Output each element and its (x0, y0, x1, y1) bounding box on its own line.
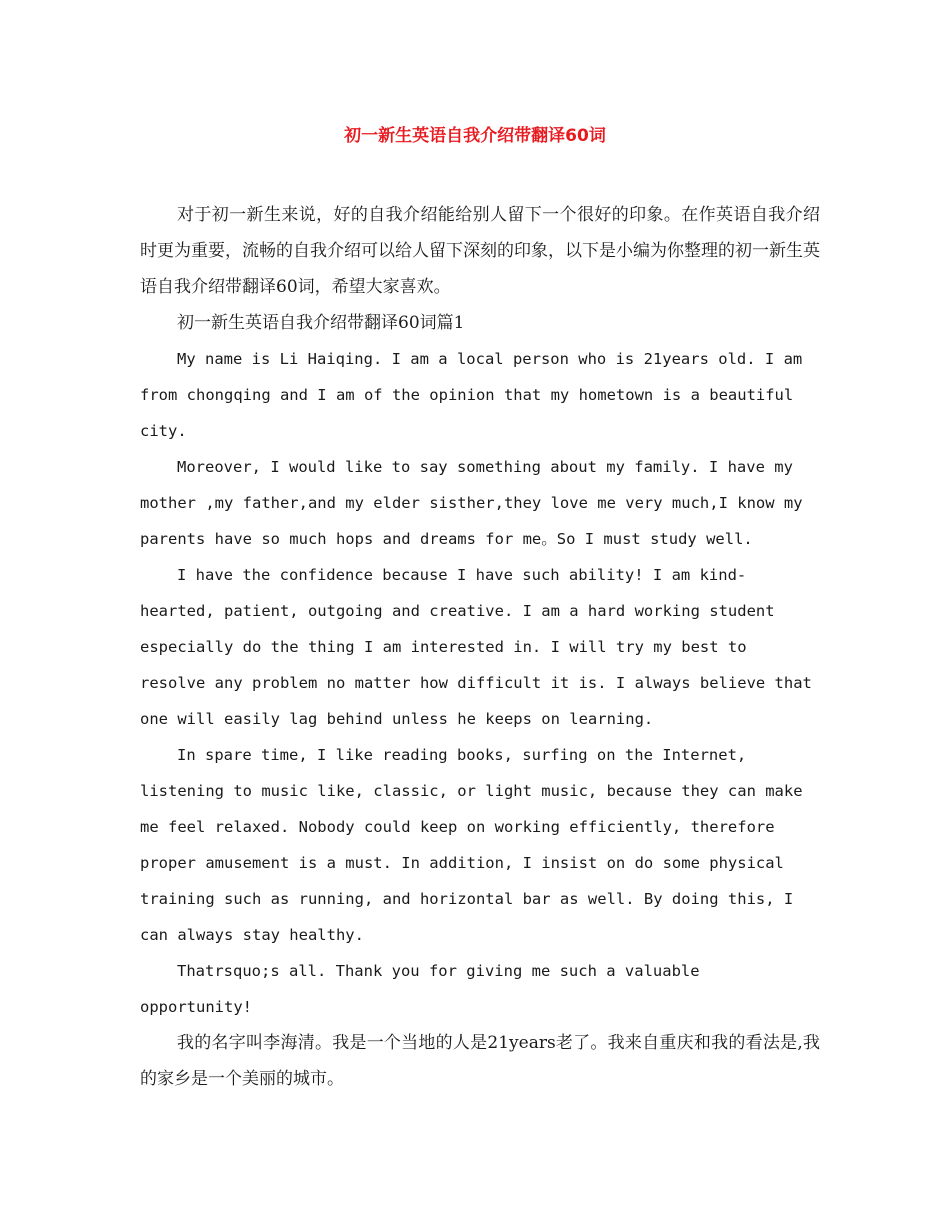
intro-paragraph: 对于初一新生来说，好的自我介绍能给别人留下一个很好的印象。在作英语自我介绍时更为重要，流畅的自我介绍可以给人留下深刻的印象，以下是小编为你整理的初一新生英语自我介绍带翻译60词，希望大家喜欢。 (140, 205, 820, 297)
english-paragraph-hobbies: In spare time, I like reading books, surfing on the Internet, listening to music like, classic, or light music, because they can make me feel relaxed. Nobody could keep on working efficiently, therefore proper amusement is a must. In addition, I insist on do some physical training such as running, and horizontal bar as well. By doing this, I can always stay healthy. (140, 746, 803, 944)
document-title: 初一新生英语自我介绍带翻译60词 (344, 126, 606, 146)
english-paragraph-closing: Thatrsquo;s all. Thank you for giving me such a valuable opportunity! (140, 962, 700, 1016)
english-paragraph-personality: I have the confidence because I have such ability! I am kind-hearted, patient, outgoing and creative. I am a hard working student especially do the thing I am interested in. I will try my best to resolve any problem no matter how difficult it is. I always believe that one will easily lag behind unless he keeps on learning. (140, 566, 812, 728)
english-paragraph-name: My name is Li Haiqing. I am a local person who is 21years old. I am from chongqing and I am of the opinion that my hometown is a beautiful city. (140, 350, 803, 440)
section-heading: 初一新生英语自我介绍带翻译60词篇1 (177, 313, 465, 333)
document-body (140, 197, 820, 1097)
chinese-translation-paragraph: 我的名字叫李海清。我是一个当地的人是21years老了。我来自重庆和我的看法是,我的家乡是一个美丽的城市。 (140, 1033, 820, 1089)
english-paragraph-family: Moreover, I would like to say something about my family. I have my mother ,my father,and my elder sisther,they love me very much,I know my parents have so much hops and dreams for me。So I must study well. (140, 458, 803, 548)
